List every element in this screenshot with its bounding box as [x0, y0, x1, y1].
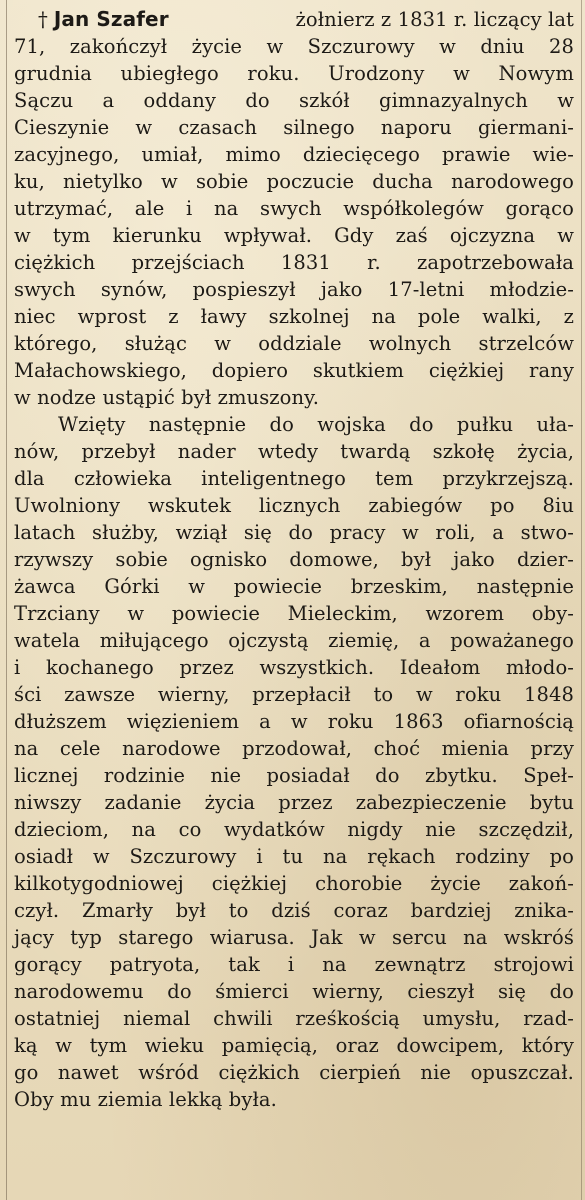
text-line: żawca Górki w powiecie brzeskim, następnie [14, 575, 574, 598]
dagger-symbol: † [38, 8, 48, 31]
text-line: Oby mu ziemia lekką była. [14, 1088, 277, 1111]
text-line: Trzciany w powiecie Mieleckim, wzorem oby- [14, 602, 574, 625]
text-line: i kochanego przez wszystkich. Ideałom młodo- [14, 656, 574, 679]
text-line: dłuższem więzieniem a w roku 1863 ofiarnością [14, 710, 574, 733]
text-line: osiadł w Szczurowy i tu na rękach rodziny po [14, 845, 574, 868]
text-line: grudnia ubiegłego roku. Urodzony w Nowym [14, 62, 574, 85]
text-line: dzieciom, na co wydatków nigdy nie szczędził, [14, 818, 574, 841]
text-line: jący typ starego wiarusa. Jak w sercu na wskróś [14, 926, 574, 949]
text-line: Wzięty następnie do wojska do pułku uła- [58, 413, 574, 436]
text-line: ści zawsze wierny, przepłacił to w roku 1848 [14, 683, 574, 706]
text-line: go nawet wśród ciężkich cierpień nie opuszczał. [14, 1061, 574, 1084]
text-line: czył. Zmarły był to dziś coraz bardziej znika- [14, 899, 574, 922]
column-rule-left [6, 0, 7, 1200]
text-line: Małachowskiego, dopiero skutkiem ciężkiej rany [14, 359, 574, 382]
article-first-line [14, 6, 574, 33]
text-line: niwszy zadanie życia przez zabezpieczenie bytu [14, 791, 574, 814]
text-line: niec wprost z ławy szkolnej na pole walki, z [14, 305, 574, 328]
text-line: Uwolniony wskutek licznych zabiegów po 8iu [14, 494, 574, 517]
headline-group [14, 6, 169, 33]
text-line: Cieszynie w czasach silnego naporu giermani- [14, 116, 574, 139]
text-line: licznej rodzinie nie posiadał do zbytku. Speł- [14, 764, 574, 787]
text-line: Sączu a oddany do szkół gimnazyalnych w [14, 89, 574, 112]
paragraph-2 [14, 411, 574, 1113]
text-line: swych synów, pospieszył jako 17-letni młodzie- [14, 278, 574, 301]
text-line: dla człowieka inteligentnego tem przykrzejszą. [14, 467, 574, 490]
text-line: ku, nietylko w sobie poczucie ducha narodowego [14, 170, 574, 193]
text-line: w nodze ustąpić był zmuszony. [14, 386, 319, 409]
column-rule-right [581, 0, 582, 1200]
obituary-article [14, 6, 574, 1113]
text-line: ostatniej niemal chwili rześkością umysłu, rzad- [14, 1007, 574, 1030]
text-line: kilkotygodniowej ciężkiej chorobie życie zakoń- [14, 872, 574, 895]
deceased-name: Jan Szafer [53, 7, 169, 31]
text-line: rzywszy sobie ognisko domowe, był jako dzier- [14, 548, 574, 571]
text-line: watela miłującego ojczystą ziemię, a poważanego [14, 629, 574, 652]
text-line: ką w tym wieku pamięcią, oraz dowcipem, który [14, 1034, 574, 1057]
text-line: utrzymać, ale i na swych współkolegów gorąco [14, 197, 574, 220]
text-line: 71, zakończył życie w Szczurowy w dniu 28 [14, 35, 574, 58]
text-line: gorący patryota, tak i na zewnątrz strojowi [14, 953, 574, 976]
text-line: którego, służąc w oddziale wolnych strzelców [14, 332, 574, 355]
text-line: latach służby, wziął się do pracy w roli, a stwo- [14, 521, 574, 544]
text-line: nów, przebył nader wtedy twardą szkołę życia, [14, 440, 574, 463]
first-line-text: żołnierz z 1831 r. liczący lat [295, 8, 574, 31]
paragraph-1 [14, 33, 574, 411]
text-line: zacyjnego, umiał, mimo dziecięcego prawie wie- [14, 143, 574, 166]
text-line: ciężkich przejściach 1831 r. zapotrzebowała [14, 251, 574, 274]
text-line: narodowemu do śmierci wierny, cieszył się do [14, 980, 574, 1003]
text-line: w tym kierunku wpływał. Gdy zaś ojczyzna w [14, 224, 574, 247]
text-line: na cele narodowe przodował, choć mienia przy [14, 737, 574, 760]
